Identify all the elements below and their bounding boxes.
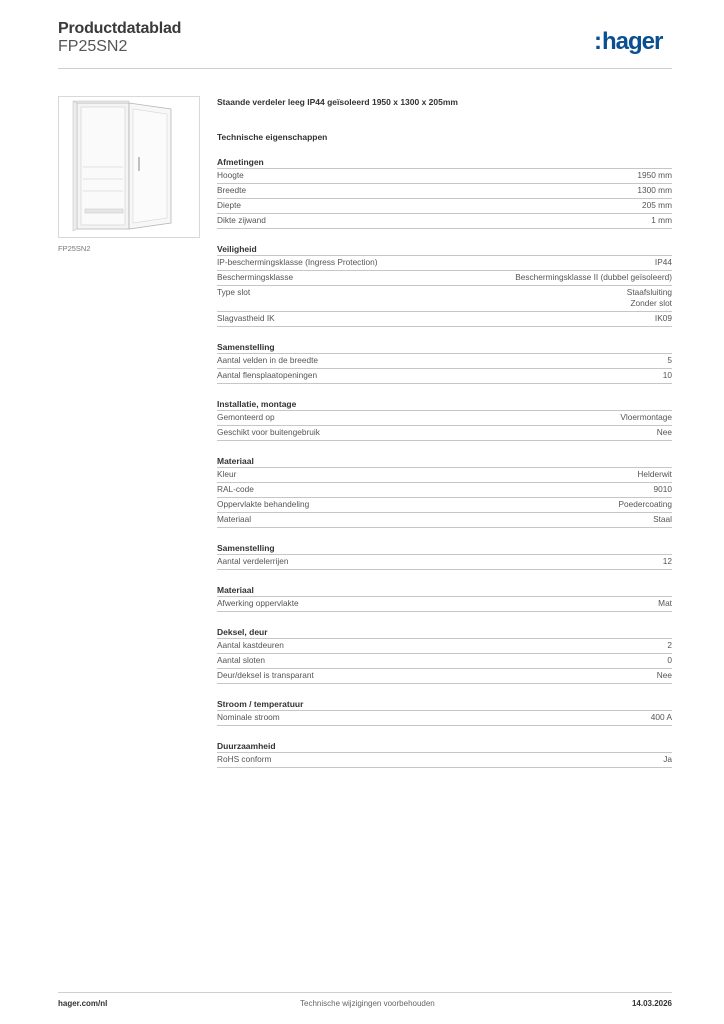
spec-row <box>217 425 672 441</box>
spec-row <box>217 368 672 384</box>
spec-row <box>217 410 672 425</box>
spec-value-line: Nee <box>656 427 672 437</box>
spec-value-line: Helderwit <box>637 469 672 479</box>
spec-group <box>217 698 672 726</box>
spec-value-line: 1300 mm <box>637 185 672 195</box>
spec-row <box>217 710 672 726</box>
spec-row <box>217 668 672 684</box>
spec-group <box>217 243 672 327</box>
spec-value <box>667 655 672 666</box>
spec-label: Aantal sloten <box>217 655 265 665</box>
spec-group-title: Deksel, deur <box>217 627 268 637</box>
spec-label: Nominale stroom <box>217 712 280 722</box>
spec-row <box>217 270 672 285</box>
spec-label: Gemonteerd op <box>217 412 275 422</box>
spec-row <box>217 512 672 528</box>
spec-label: RAL-code <box>217 484 254 494</box>
spec-label: Hoogte <box>217 170 244 180</box>
spec-value-line: Ja <box>663 754 672 764</box>
spec-row <box>217 213 672 229</box>
spec-row <box>217 467 672 482</box>
spec-row <box>217 482 672 497</box>
spec-value-line: Staafsluiting <box>626 287 672 297</box>
spec-value <box>620 412 672 423</box>
spec-value-line: Mat <box>658 598 672 608</box>
spec-group-title: Veiligheid <box>217 244 257 254</box>
spec-row <box>217 255 672 270</box>
spec-row <box>217 168 672 183</box>
spec-value <box>515 272 672 283</box>
spec-group <box>217 341 672 384</box>
header-divider <box>58 68 672 69</box>
spec-row <box>217 353 672 368</box>
spec-value-line: IP44 <box>654 257 672 267</box>
footer-website-link[interactable]: hager.com/nl <box>58 999 108 1008</box>
spec-label: Aantal velden in de breedte <box>217 355 319 365</box>
spec-value <box>654 484 672 495</box>
product-description: Staande verdeler leeg IP44 geïsoleerd 1950 x 1300 x 205mm <box>217 97 458 107</box>
spec-value-line: 12 <box>662 556 672 566</box>
spec-value-line: 0 <box>667 655 672 665</box>
spec-group <box>217 156 672 229</box>
footer-disclaimer: Technische wijzigingen voorbehouden <box>300 999 435 1008</box>
spec-value-line: Poedercoating <box>618 499 672 509</box>
hager-logo[interactable]: :hager <box>594 28 663 55</box>
spec-value <box>653 514 672 525</box>
spec-row <box>217 638 672 653</box>
page-title: Productdatablad <box>58 20 182 37</box>
spec-label: Slagvastheid IK <box>217 313 275 323</box>
spec-label: Deur/deksel is transparant <box>217 670 314 680</box>
spec-value <box>651 215 672 226</box>
spec-label: Afwerking oppervlakte <box>217 598 299 608</box>
spec-value-line: Vloermontage <box>620 412 672 422</box>
image-caption: FP25SN2 <box>58 244 91 253</box>
spec-value-line: 400 A <box>650 712 672 722</box>
spec-value-line: 2 <box>667 640 672 650</box>
spec-label: Dikte zijwand <box>217 215 266 225</box>
spec-group-title: Samenstelling <box>217 342 275 352</box>
spec-value <box>658 598 672 609</box>
spec-value-line: 10 <box>662 370 672 380</box>
spec-label: Geschikt voor buitengebruik <box>217 427 320 437</box>
spec-row <box>217 183 672 198</box>
footer-divider <box>58 992 672 993</box>
product-image <box>58 96 200 238</box>
spec-row <box>217 311 672 327</box>
spec-value <box>663 556 672 567</box>
spec-value <box>657 427 672 438</box>
spec-value-line: Nee <box>656 670 672 680</box>
spec-group <box>217 584 672 612</box>
spec-label: Beschermingsklasse <box>217 272 294 282</box>
spec-group-title: Materiaal <box>217 585 254 595</box>
spec-value-line: 1950 mm <box>637 170 672 180</box>
spec-value <box>667 355 672 366</box>
spec-group <box>217 455 672 528</box>
spec-group-title: Afmetingen <box>217 157 264 167</box>
spec-row <box>217 285 672 311</box>
spec-row <box>217 554 672 570</box>
spec-row <box>217 497 672 512</box>
spec-value-line: Beschermingsklasse II (dubbel geïsoleerd) <box>515 272 672 282</box>
spec-value <box>627 287 672 309</box>
spec-value <box>663 754 672 765</box>
spec-value <box>657 670 672 681</box>
spec-group-title: Duurzaamheid <box>217 741 276 751</box>
spec-value <box>637 170 672 181</box>
spec-label: Aantal verdelerrijen <box>217 556 289 566</box>
spec-label: Breedte <box>217 185 247 195</box>
spec-row <box>217 752 672 768</box>
spec-group-title: Stroom / temperatuur <box>217 699 304 709</box>
tech-heading: Technische eigenschappen <box>217 132 328 142</box>
spec-value-line: IK09 <box>654 313 672 323</box>
spec-label: IP-beschermingsklasse (Ingress Protection) <box>217 257 378 267</box>
spec-label: Diepte <box>217 200 241 210</box>
spec-value-line: 9010 <box>653 484 672 494</box>
cabinet-illustration <box>59 97 199 237</box>
spec-row <box>217 653 672 668</box>
spec-group-title: Materiaal <box>217 456 254 466</box>
spec-group <box>217 398 672 441</box>
spec-value <box>637 185 672 196</box>
spec-group <box>217 542 672 570</box>
spec-label: Oppervlakte behandeling <box>217 499 310 509</box>
spec-content <box>217 96 672 768</box>
spec-value-line: 5 <box>667 355 672 365</box>
spec-value <box>655 313 672 324</box>
spec-value <box>618 499 672 510</box>
spec-label: Materiaal <box>217 514 252 524</box>
spec-value-line: Zonder slot <box>630 298 672 308</box>
spec-row <box>217 198 672 213</box>
spec-label: Aantal flensplaatopeningen <box>217 370 318 380</box>
spec-value <box>651 712 672 723</box>
footer-date: 14.03.2026 <box>631 999 672 1008</box>
spec-value-line: 205 mm <box>642 200 672 210</box>
spec-group-title: Installatie, montage <box>217 399 297 409</box>
spec-groups <box>217 156 672 768</box>
spec-value <box>642 200 672 211</box>
spec-group-title: Samenstelling <box>217 543 275 553</box>
spec-group <box>217 626 672 684</box>
spec-label: Kleur <box>217 469 237 479</box>
spec-label: Type slot <box>217 287 251 297</box>
spec-group <box>217 740 672 768</box>
spec-label: RoHS conform <box>217 754 272 764</box>
spec-value <box>637 469 672 480</box>
product-code: FP25SN2 <box>58 38 128 55</box>
spec-value <box>655 257 672 268</box>
logo-text: hager <box>602 28 663 55</box>
spec-row <box>217 596 672 612</box>
spec-label: Aantal kastdeuren <box>217 640 284 650</box>
spec-value <box>667 640 672 651</box>
spec-value-line: Staal <box>653 514 672 524</box>
spec-value <box>663 370 672 381</box>
spec-value-line: 1 mm <box>651 215 672 225</box>
